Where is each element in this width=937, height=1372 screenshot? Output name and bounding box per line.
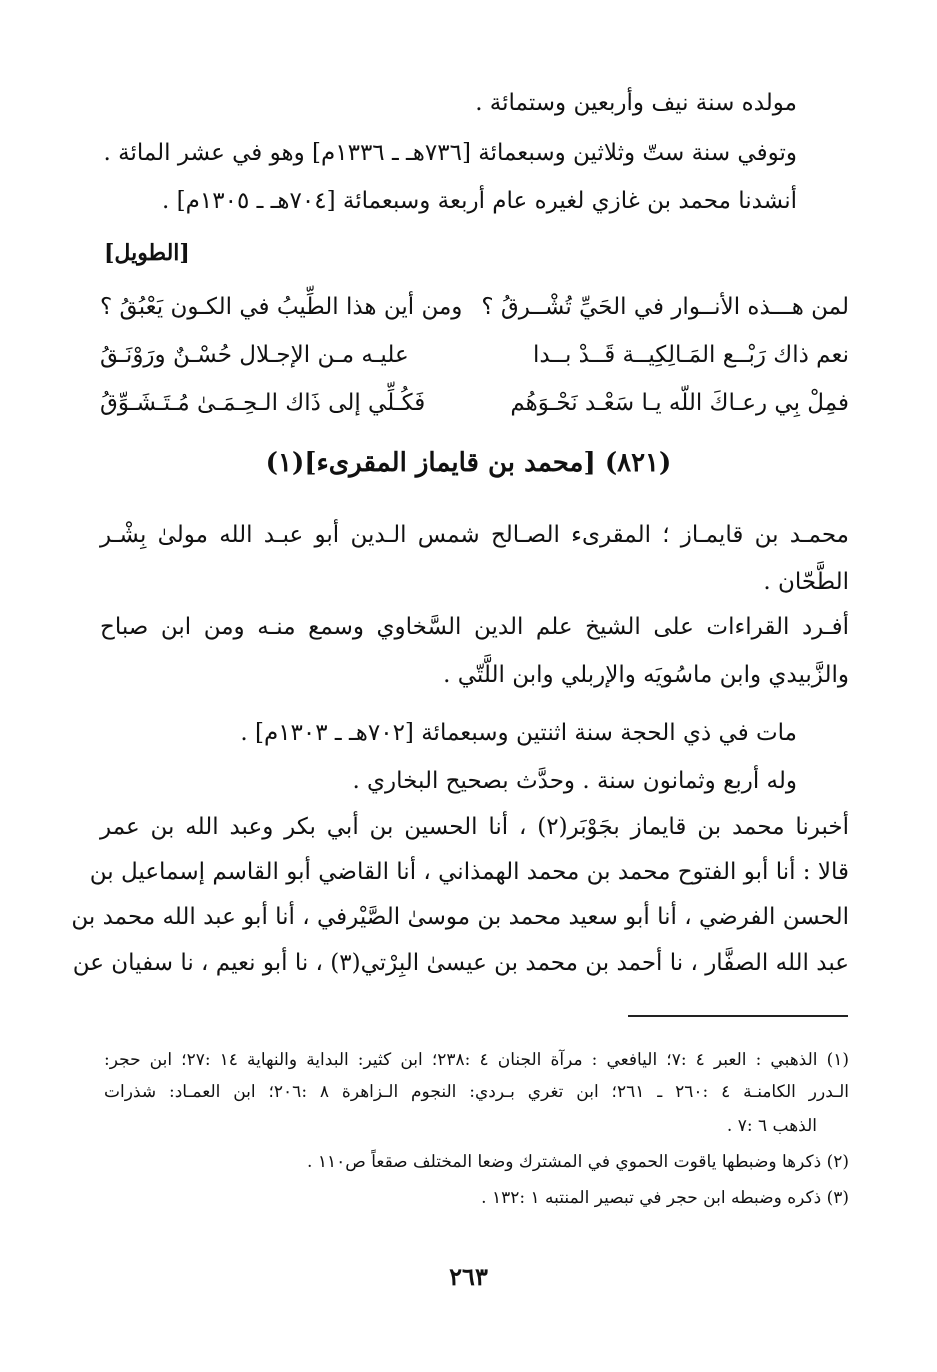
verse-row	[100, 294, 849, 328]
verse-second-hemistich: ومن أين هذا الطِّيبُ في الكـون يَعْبُقُ ؟	[100, 294, 463, 320]
verse-row	[100, 390, 849, 424]
text-line: الحسن الفرضي ، أنا أبو سعيد محمد بن موسىٰ الصَّيْرفي ، أنا أبو عبد الله محمد بن	[71, 904, 849, 930]
text-line: الطَّحّان .	[763, 569, 849, 595]
text-line: عبد الله الصفَّار ، نا أحمد بن محمد بن عيسىٰ البِرْتي(٣) ، نا أبو نعيم ، نا سفيان عن	[72, 950, 849, 976]
footnote-divider	[628, 1015, 848, 1017]
meter-label: [الطويل]	[104, 240, 190, 266]
verse-first-hemistich: لمن هـــذه الأنــوار في الحَيِّ تُشْــرقُ ؟	[481, 294, 849, 320]
verse-second-hemistich: عليـه مـن الإجـلال حُسْـنٌ ورَوْنَـقُ	[100, 342, 409, 368]
verse-first-hemistich: فمِلْ بِي رعـاكَ اللّه يـا سَعْـد نَحْـوَهُم	[510, 390, 849, 416]
verse-second-hemistich: فَكُـلِّي إلى ذَاك الـحِـمَـىٰ مُـتَـشَـوِّقُ	[100, 390, 426, 416]
text-line: والزَّبيدي وابن ماسُويَه والإربلي وابن اللَّتّي .	[443, 662, 849, 688]
text-line: قالا : أنا أبو الفتوح محمد بن محمد الهمذاني ، أنا القاضي أبو القاسم إسماعيل بن	[89, 859, 849, 885]
text-line: أخبرنا محمد بن قايماز بجَوْبَر(٢) ، أنا الحسين بن أبي بكر وعبد الله بن عمر	[100, 814, 849, 840]
footnote-line: (٢) ذكرها وضبطها ياقوت الحموي في المشترك وضعا المختلف صقعاً ص١١٠ .	[307, 1152, 849, 1172]
footnote-line: الذهب ٦ :٧ .	[726, 1116, 817, 1136]
page-number: ٢٦٣	[449, 1262, 488, 1291]
footnote-line: (١) الذهبي : العبر ٤ :٧؛ اليافعي : مرآة الجنان ٤ :٢٣٨؛ ابن كثير: البداية والنهاية ١٤ :٢٧؛ ابن حجر:	[104, 1050, 849, 1070]
text-line: أفـرد القراءات على الشيخ علم الدين السَّخاوي وسمع منـه ومن ابن صباح	[100, 614, 849, 640]
entry-heading: (٨٢١) [محمد بن قايماز المقرىء](١)	[265, 448, 672, 478]
text-line: محمـد بن قايمـاز ؛ المقرىء الصـالح شمس الـدين أبو عبـد الله مولىٰ بِشْـر	[100, 522, 849, 548]
text-line: وتوفي سنة ستّ وثلاثين وسبعمائة [٧٣٦هـ ـ ١٣٣٦م] وهو في عشر المائة .	[103, 140, 797, 166]
text-line: أنشدنا محمد بن غازي لغيره عام أربعة وسبعمائة [٧٠٤هـ ـ ١٣٠٥م] .	[162, 188, 797, 214]
text-line: وله أربع وثمانون سنة . وحدَّث بصحيح البخاري .	[352, 768, 797, 794]
footnote-line: الـدرر الكامنـة ٤ :٢٦٠ ـ ٢٦١؛ ابن تغري بـردي: النجوم الـزاهرة ٨ :٢٠٦؛ ابن العمـاد: شذرات	[104, 1082, 849, 1102]
verse-first-hemistich: نعم ذاك رَبْــع المَـالِكِيــة قَــدْ بــدا	[533, 342, 849, 368]
footnote-line: (٣) ذكره وضبطه ابن حجر في تبصير المنتبه ١ :١٣٢ .	[481, 1188, 849, 1208]
text-line: مات في ذي الحجة سنة اثنتين وسبعمائة [٧٠٢هـ ـ ١٣٠٣م] .	[240, 720, 797, 746]
text-line: مولده سنة نيف وأربعين وستمائة .	[475, 90, 797, 116]
verse-row	[100, 342, 849, 376]
